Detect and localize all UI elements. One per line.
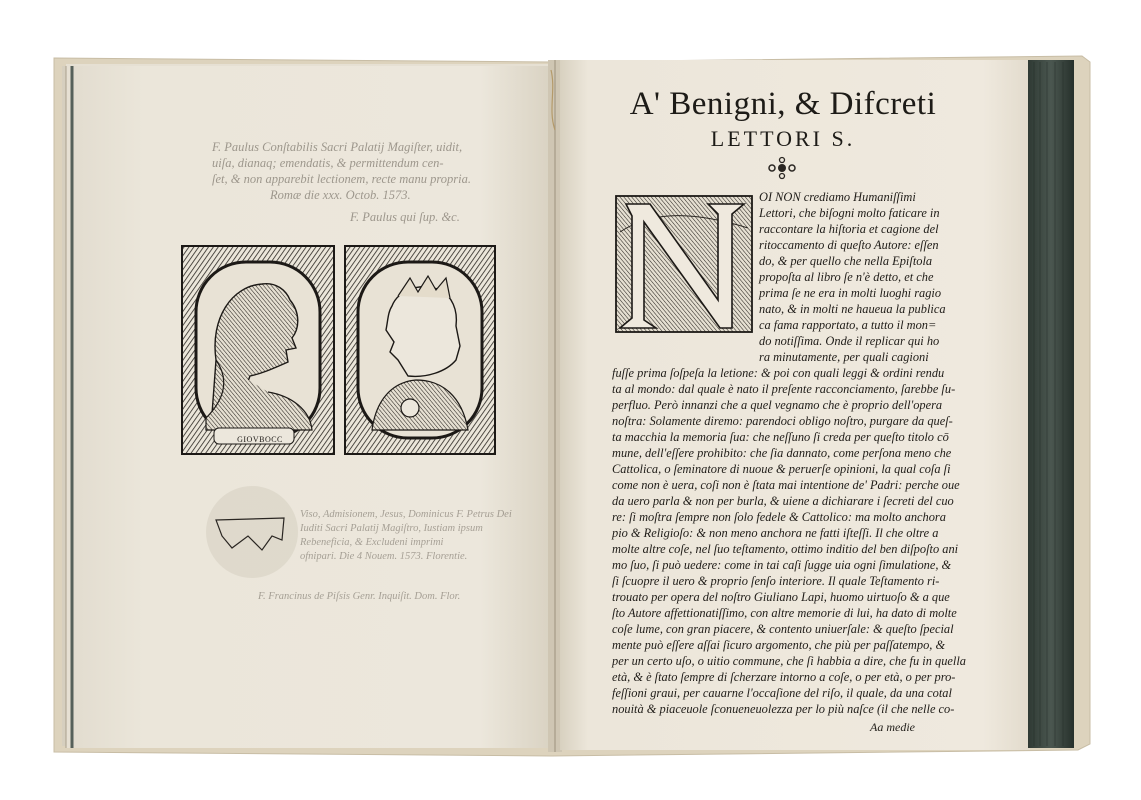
body-line: feſſioni graui, per cauarne l'occaſione del riſo, il quale, da una cotal: [612, 686, 952, 700]
license-line: Iuditi Sacri Palatij Magiſtro, Iustiam ipsum: [300, 523, 483, 534]
heading-line-2: LETTORI S.: [710, 126, 856, 151]
body-line: pio & Religioſo: & non meno anchora ne fatti iſteſſi. Il che oltre a: [612, 526, 939, 540]
body-line: coſe lume, con gran piacere, & contento uniuerſale: & queſto ſpecial: [612, 622, 954, 636]
body-line: do, & per quello che nella Epiſtola: [759, 254, 933, 268]
body-line: ta al mondo: dal quale è nato il preſente racconciamento, ſarebbe ſu-: [612, 382, 956, 396]
body-line: do notiſſima. Onde il replicar qui ho: [759, 334, 940, 348]
heading-line-1: A' Benigni, & Difcreti: [629, 86, 937, 122]
body-line: mune, dell'eſſere prohibito: che ſia dannato, come perſona meno che: [612, 446, 952, 460]
imprimatur-line: F. Paulus Conſtabilis Sacri Palatij Magiſter, uidit,: [212, 140, 463, 154]
license-line: Viso, Admisionem, Jesus, Dominicus F. Petrus Dei: [300, 509, 512, 520]
initial-woodcut-n: [616, 196, 752, 332]
left-portrait-woodcut: [182, 246, 334, 454]
body-line: nato, & in molti ne haueua la publica: [759, 302, 946, 316]
body-line: da uero parla & non per burla, & uiene a dichiarare i ſecreti del cuo: [612, 494, 954, 508]
right-portrait-woodcut: [345, 246, 495, 454]
license-line: F. Francinus de Piſsis Genr. Inquiſit. Dom. Flor.: [258, 591, 461, 602]
body-line: fuſſe prima ſoſpeſa la letione: & poi con quali leggi & ordini rendu: [612, 366, 945, 380]
body-line: ſi ſcuopre il uero & proprio ſenſo interiore. Il quale Teſtamento ri-: [612, 574, 940, 588]
body-line: trouato per opera del noſtro Giuliano Lapi, huomo uirtuoſo & a que: [612, 590, 950, 604]
body-line: nouità & piaceuole ſconueneuolezza per lo più naſce (il che nelle co-: [612, 702, 955, 716]
license-line: ofnipari. Die 4 Nouem. 1573. Florentie.: [300, 551, 468, 562]
imprimatur-line: ſet, & non apparebit lectionem, recte manu propria.: [212, 172, 471, 186]
portrait-label: GIOVBOCC: [237, 435, 283, 444]
body-line: ritoccamento di queſto Autore: eſſen: [759, 238, 939, 252]
body-line: prima ſe ne era in molti luoghi ragio: [759, 286, 942, 300]
imprimatur-line: Romæ die xxx. Octob. 1573.: [270, 188, 411, 202]
body-line: mo ſuo, ſi può uedere: come in tai caſi ſugge uia ogni ſimulatione, &: [612, 558, 952, 572]
body-line: mente può eſſere aſſai ſicuro argomento, che più per paſſatempo, &: [612, 638, 946, 652]
body-line: OI NON crediamo Humaniſſimi: [759, 190, 916, 204]
license-line: Rebeneficia, & Excludeni imprimi: [300, 537, 444, 548]
catchword: Aa medie: [870, 720, 915, 734]
imprimatur-line: F. Paulus qui ſup. &c.: [350, 210, 460, 224]
body-line: ca fama rapportato, a tutto il mon=: [759, 318, 937, 332]
body-line: ſto Autore affettionatiſſimo, con altre memorie di lui, ha dato di molte: [612, 606, 957, 620]
imprimatur-line: uiſa, dianaq; emendatis, & permittendum cen-: [212, 156, 444, 170]
body-line: perfluo. Però innanzi che a quel vegnamo che è proprio dell'opera: [612, 398, 943, 412]
body-line: Cattolica, o ſeminatore di nuoue & peruerſe opinioni, la qual coſa ſi: [612, 462, 951, 476]
body-line: noſtra: Solamente diremo: parendoci obligo noſtro, purgare da queſ-: [612, 414, 953, 428]
body-line: ta macchia la memoria ſua: che neſſuno ſi creda per queſto titolo cō: [612, 430, 949, 444]
body-line: età, & è ſtato ſempre di ſcherzare intorno a coſe, o per età, o per pro-: [612, 670, 956, 684]
library-stamp: [206, 486, 298, 578]
body-line: per un certo uſo, o uitio commune, che ſi habbia a dire, che fu in quella: [612, 654, 966, 668]
body-line: molte altre coſe, nel ſuo teſtamento, ottimo inditio del ben diſpoſto ani: [612, 542, 959, 556]
body-line: re: ſi moſtra ſempre non ſolo fedele & Cattolico: ma molto anchora: [612, 510, 946, 524]
body-line: ra minutamente, per quali cagioni: [759, 350, 929, 364]
body-line: propoſta al libro ſe n'è detto, et che: [759, 270, 934, 284]
body-line: Lettori, che biſogni molto faticare in: [759, 206, 940, 220]
body-line: come non è uera, coſi non è ſtata mai intentione de' Padri: perche oue: [612, 478, 960, 492]
body-line: raccontare la hiſtoria et cagione del: [759, 222, 939, 236]
gutter: [548, 60, 562, 752]
